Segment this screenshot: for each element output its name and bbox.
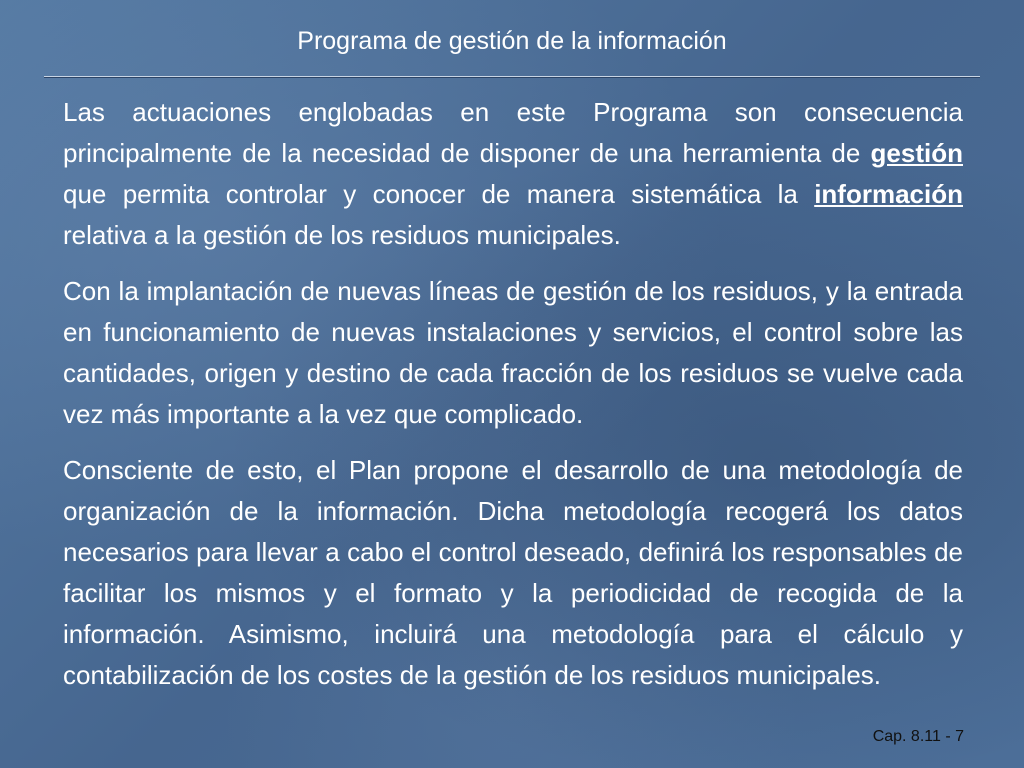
paragraph-1-text-c: relativa a la gestión de los residuos municipales. xyxy=(63,220,621,250)
title-divider xyxy=(44,76,980,78)
paragraph-2: Con la implantación de nuevas líneas de gestión de los residuos, y la entrada en funcionamiento de nuevas instalaciones y servicios, el control sobre las cantidades, origen y destino de cada fracción de los residuos se vuelve cada vez más importante a la vez que complicado. xyxy=(63,276,963,429)
paragraph-3: Consciente de esto, el Plan propone el desarrollo de una metodología de organización de la información. Dicha metodología recogerá los datos necesarios para llevar a cabo el control deseado, definirá los responsables de facilitar los mismos y el formato y la periodicidad de recogida de la información. Asimismo, incluirá una metodología para el cálculo y contabilización de los costes de la gestión de los residuos municipales. xyxy=(63,455,963,690)
paragraph-1-text-a: Las actuaciones englobadas en este Programa son consecuencia principalmente de la necesidad de disponer de una herramienta de xyxy=(63,97,963,168)
paragraph-1-text-b: que permita controlar y conocer de manera sistemática la xyxy=(63,179,815,209)
page-number: Cap. 8.11 - 7 xyxy=(872,728,964,745)
paragraph-1 xyxy=(63,92,963,256)
emphasis-gestion: gestión xyxy=(870,138,963,168)
slide-title: Programa de gestión de la información xyxy=(297,27,727,55)
emphasis-informacion: información xyxy=(814,179,963,209)
slide-body xyxy=(63,92,963,711)
